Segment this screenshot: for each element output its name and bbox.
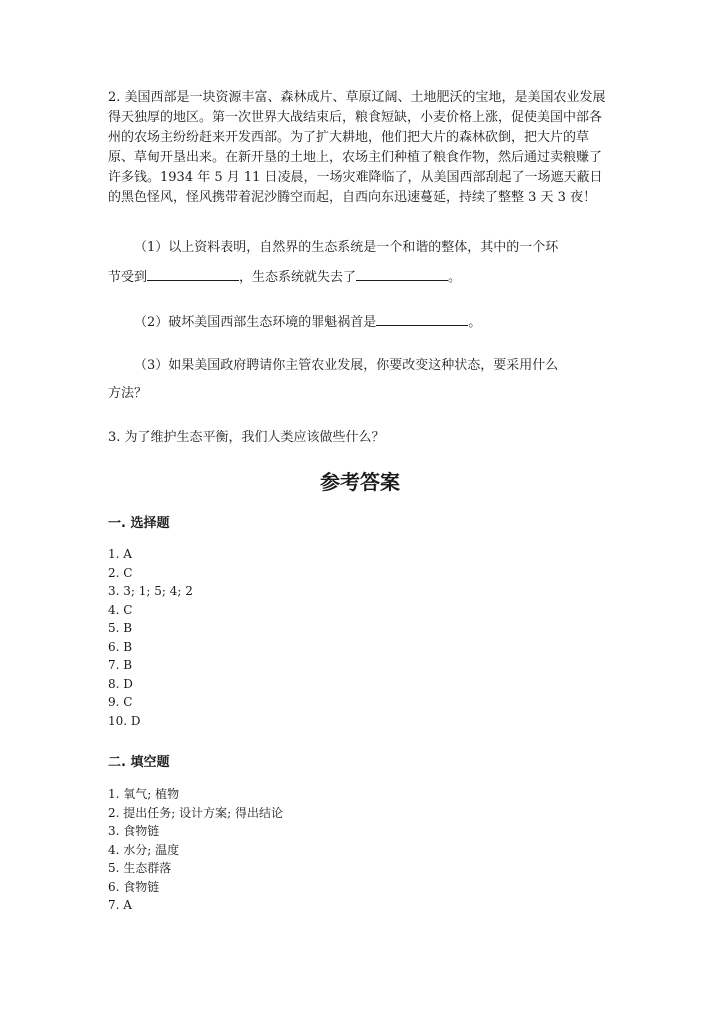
answer-blank[interactable] bbox=[147, 266, 239, 281]
list-item: 5. 生态群落 bbox=[108, 861, 172, 875]
sub-question-2-text-b: 。 bbox=[468, 315, 482, 330]
list-item: 8. D bbox=[108, 676, 133, 691]
list-item: 6. 食物链 bbox=[108, 879, 160, 894]
list-item: 3. 食物链 bbox=[108, 824, 160, 838]
section-2-list bbox=[108, 785, 283, 915]
answers-title: 参考答案 bbox=[320, 470, 400, 494]
list-item: 5. B bbox=[108, 621, 133, 635]
sub-question-1-line-2 bbox=[108, 266, 461, 288]
section-1-list bbox=[108, 545, 193, 730]
section-2-heading: 二. 填空题 bbox=[108, 755, 170, 770]
list-item: 4. 水分; 温度 bbox=[108, 842, 180, 857]
list-item: 4. C bbox=[108, 602, 133, 617]
list-item: 1. A bbox=[108, 547, 132, 561]
answer-blank[interactable] bbox=[376, 311, 468, 326]
sub-question-3-line-1: （3）如果美国政府聘请你主管农业发展，你要改变这种状态，要采用什么 bbox=[134, 358, 559, 373]
question-2-paragraph: 2. 美国西部是一块资源丰富、森林成片、草原辽阔、土地肥沃的宝地，是美国农业发展得天独厚的地区。第一次世界大战结束后，粮食短缺，小麦价格上涨，促使美国中部各州的农场主纷纷赶来开发西部。为了扩大耕地，他们把大片的森林砍倒，把大片的草原、草甸开垦出来。在新开垦的土地上，农场主们种植了粮食作物，然后通过卖粮赚了许多钱。1934 年 5 月 11 日凌晨，一场灾难降临了，从美国西部刮起了一场遮天蔽日的黑色怪风，怪风携带着泥沙腾空而起，自西向东迅速蔓延，持续了整整 3 天 3 夜！ bbox=[108, 90, 606, 205]
answer-blank[interactable] bbox=[356, 266, 448, 281]
list-item: 1. 氧气; 植物 bbox=[108, 787, 180, 801]
sub-question-1-text-b: ，生态系统就失去了 bbox=[239, 270, 357, 285]
list-item: 7. B bbox=[108, 658, 133, 672]
sub-question-1-line-1: （1）以上资料表明，自然界的生态系统是一个和谐的整体，其中的一个环 bbox=[134, 240, 559, 255]
list-item: 9. C bbox=[108, 695, 133, 709]
list-item: 10. D bbox=[108, 713, 141, 728]
list-item: 7. A bbox=[108, 898, 132, 912]
sub-question-1-text-a: 节受到 bbox=[108, 270, 148, 285]
list-item: 2. C bbox=[108, 565, 133, 580]
sub-question-2-line bbox=[134, 311, 481, 333]
sub-question-3-line-2: 方法？ bbox=[108, 386, 148, 401]
list-item: 3. 3; 1; 5; 4; 2 bbox=[108, 584, 193, 598]
sub-question-1-text-c: 。 bbox=[448, 270, 462, 285]
list-item: 6. B bbox=[108, 639, 133, 654]
sub-question-2-text-a: （2）破坏美国西部生态环境的罪魁祸首是 bbox=[134, 315, 377, 330]
list-item: 2. 提出任务; 设计方案; 得出结论 bbox=[108, 805, 283, 820]
section-1-heading: 一. 选择题 bbox=[108, 516, 170, 531]
question-3: 3. 为了维护生态平衡，我们人类应该做些什么？ bbox=[108, 430, 385, 445]
